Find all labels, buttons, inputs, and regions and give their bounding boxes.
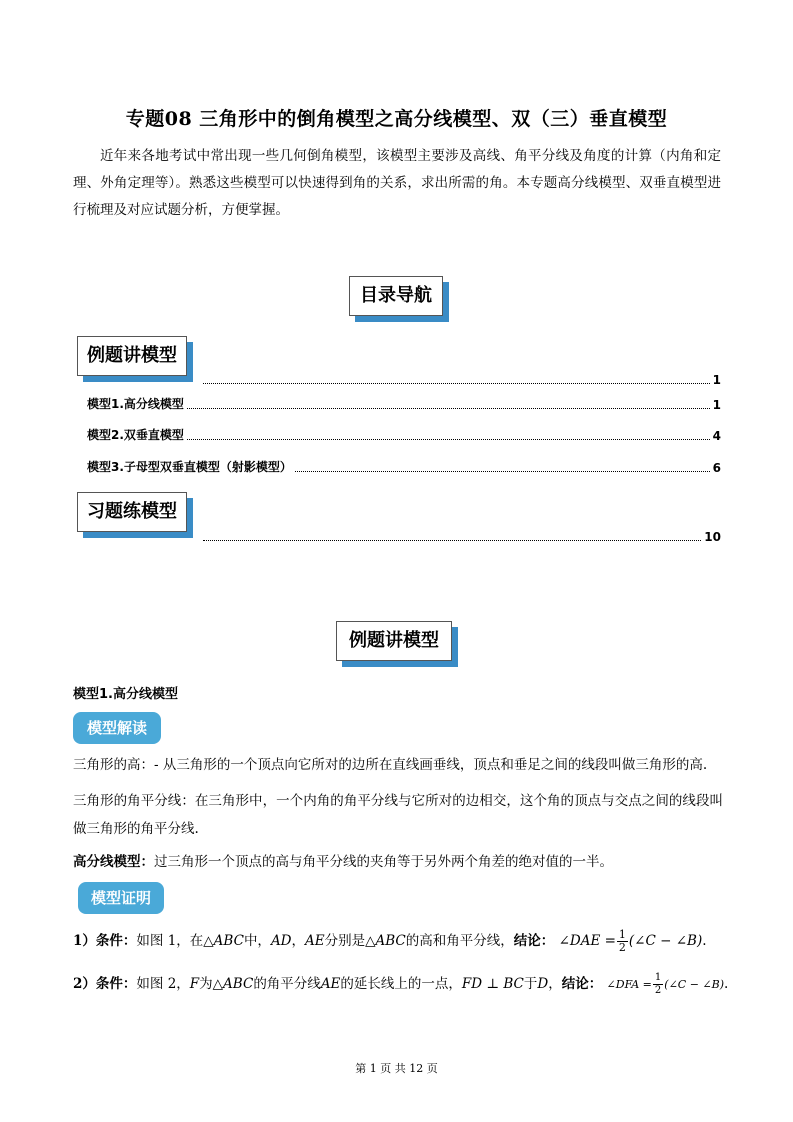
toc-entry-model3[interactable] <box>87 458 721 475</box>
fraction-numerator: 1 <box>654 972 662 983</box>
toc-page-number: 1 <box>712 398 721 412</box>
toc-entry-label: 模型1.高分线模型 <box>87 397 184 411</box>
proof-2-text-b: 为 <box>199 976 213 992</box>
toc-entry-group2[interactable] <box>203 530 721 544</box>
section-heading-label: 例题讲模型 <box>349 630 439 651</box>
page-footer: 第 1 页 共 12 页 <box>355 1062 438 1075</box>
model-reading-pill: 模型解读 <box>73 712 161 744</box>
toc-group2-box <box>77 492 187 532</box>
proof-2-text-e: 于 <box>523 976 538 992</box>
toc-entry-model2[interactable] <box>87 426 721 443</box>
proof-1-text-d: 的高和角平分线， <box>405 933 514 949</box>
triangle-abc: △ABC <box>365 933 406 949</box>
segment-ae: AE <box>305 933 325 949</box>
toc-group2-label: 习题练模型 <box>87 501 177 522</box>
proof-2-text-c: 的角平分线 <box>253 976 321 992</box>
toc-page-number: 10 <box>704 530 721 544</box>
fraction-one-half <box>653 972 663 997</box>
proof-1-text-b: 中， <box>243 933 271 949</box>
model1-heading: 模型1.高分线模型 <box>73 687 178 702</box>
conclusion-lhs: ∠DAE = <box>558 933 616 949</box>
toc-leader <box>187 407 710 409</box>
model-statement-label: 高分线模型： <box>73 854 154 870</box>
toc-leader <box>187 438 710 440</box>
model-statement-text: 过三角形一个顶点的高与角平分线的夹角等于另外两个角差的绝对值的一半。 <box>154 854 613 870</box>
toc-heading: 目录导航 <box>360 285 432 306</box>
toc-heading-box <box>349 276 443 316</box>
proof-2-end: . <box>724 976 729 992</box>
section-heading-box <box>336 621 452 661</box>
toc-leader <box>203 382 710 384</box>
point-d: D <box>537 976 549 992</box>
intro-paragraph: 近年来各地考试中常出现一些几何倒角模型，该模型主要涉及高线、角平分线及角度的计算（内角和定理、外角定理等）。熟悉这些模型可以快速得到角的关系，求出所需的角。本专题高分线模型、双垂直模型进行梳理及对应试题分析，方便掌握。 <box>73 148 721 218</box>
fd-perp-bc: FD ⊥ BC <box>461 976 524 992</box>
conclusion-lhs: ∠DFA = <box>606 978 652 991</box>
toc-leader <box>203 539 701 541</box>
segment-ad: AD <box>270 933 292 949</box>
fraction-denominator: 2 <box>654 985 662 996</box>
toc-entry-label: 模型3.子母型双垂直模型（射影模型） <box>87 460 292 474</box>
proof-2 <box>73 970 733 999</box>
bisector-definition: 三角形的角平分线：在三角形中，一个内角的角平分线与它所对的边相交，这个角的顶点与交点之间的线段叫做三角形的角平分线. <box>73 793 723 837</box>
altitude-definition: 三角形的高：- 从三角形的一个顶点向它所对的边所在直线画垂线，顶点和垂足之间的线段叫做三角形的高. <box>73 757 708 773</box>
toc-entry-label: 模型2.双垂直模型 <box>87 428 184 442</box>
toc-leader <box>295 470 710 472</box>
proof-2-conclusion-label: 结论： <box>561 976 603 992</box>
page-title: 专题08 三角形中的倒角模型之高分线模型、双（三）垂直模型 <box>125 108 668 130</box>
proof-1-number: 1） <box>73 933 96 949</box>
conclusion-rhs: (∠C − ∠B) <box>664 978 725 991</box>
proof-2-text-a: 如图 2， <box>136 976 190 992</box>
proof-2-condition-label: 条件： <box>95 976 137 992</box>
triangle-abc: △ABC <box>212 976 254 992</box>
toc-group1-box <box>77 336 187 376</box>
fraction-denominator: 2 <box>618 941 626 954</box>
fraction-one-half <box>617 929 628 954</box>
point-f: F <box>189 976 200 992</box>
proof-1-text-a: 如图 1，在 <box>136 933 204 949</box>
proof-1-conclusion-label: 结论： <box>513 933 555 949</box>
triangle-abc: △ABC <box>203 933 244 949</box>
model-proof-pill: 模型证明 <box>78 882 164 914</box>
proof-2-number: 2） <box>73 976 96 992</box>
fraction-numerator: 1 <box>618 928 626 941</box>
proof-2-text-f: ， <box>548 976 562 992</box>
toc-entry-model1[interactable] <box>87 395 721 412</box>
toc-page-number: 1 <box>712 373 721 387</box>
proof-2-text-d: 的延长线上的一点， <box>340 976 462 992</box>
proof-1-condition-label: 条件： <box>95 933 137 949</box>
toc-entry-group1[interactable] <box>203 373 721 387</box>
toc-group1-label: 例题讲模型 <box>87 345 177 366</box>
proof-1-sep: ， <box>291 933 306 949</box>
conclusion-rhs: (∠C − ∠B) <box>628 933 703 949</box>
proof-1 <box>73 927 733 955</box>
model-statement <box>73 848 723 876</box>
toc-page-number: 6 <box>712 461 721 475</box>
segment-ae: AE <box>320 976 341 992</box>
proof-1-text-c: 分别是 <box>324 933 366 949</box>
toc-page-number: 4 <box>712 429 721 443</box>
proof-1-end: . <box>702 933 707 949</box>
